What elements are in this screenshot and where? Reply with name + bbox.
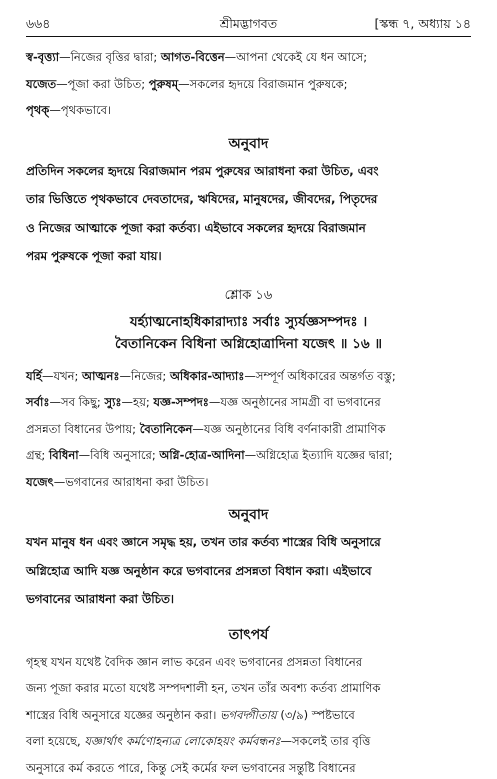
italic-text: ভগবদ্গীতায় <box>220 708 277 722</box>
text-segment: —যজ্ঞ অনুষ্ঠানের সামগ্রী বা ভগবানের <box>209 395 381 409</box>
translation-heading: অনুবাদ <box>26 132 471 156</box>
text-line <box>26 757 471 779</box>
verse-line: বৈতানিকেন বিধিনা অগ্নিহোত্রাদিনা যজেৎ ॥ ১৬ ॥ <box>26 333 471 355</box>
verse-text <box>26 311 471 355</box>
term-word: যজেত <box>26 77 56 91</box>
text-segment: —যজ্ঞ অনুষ্ঠানের বিধি বর্ণনাকারী প্রামাণিক <box>192 422 385 436</box>
synonyms-block <box>26 46 471 122</box>
term-word: পৃথক্ <box>26 103 49 117</box>
translation-heading: অনুবাদ <box>26 503 471 527</box>
term-word: যজ্ঞ-সম্পদঃ <box>153 395 209 409</box>
term-word: সর্বাঃ <box>26 395 49 409</box>
term-word: বৈতানিকেন <box>140 422 193 436</box>
purport-heading: তাৎপর্য <box>26 623 471 647</box>
text-line <box>26 677 471 700</box>
text-line <box>26 99 471 122</box>
text-line <box>26 471 471 494</box>
text-segment: —সকলেই তার বৃত্তি <box>280 734 370 748</box>
text-segment: —হয়; <box>122 395 154 409</box>
text-segment: বলা হয়েছে, <box>26 734 84 748</box>
term-word: অধিকার-আদ্যাঃ <box>170 369 244 383</box>
translation-line: যখন মানুষ ধন এবং জ্ঞানে সমৃদ্ধ হয়, তখন তার কর্তব্য শাস্ত্রের বিধি অনুসারে <box>26 531 471 554</box>
text-segment: —অগ্নিহোত্র ইত্যাদি যজ্ঞের দ্বারা; <box>245 448 393 462</box>
translation-block <box>26 160 471 268</box>
text-segment: গৃহস্থ যখন যথেষ্ট বৈদিক জ্ঞান লাভ করেন এবং ভগবানের প্রসন্নতা বিধানের <box>26 655 362 669</box>
translation-line: তার ভিত্তিতে পৃথকভাবে দেবতাদের, ঋষিদের, মানুষদের, জীবদের, পিতৃদের <box>26 188 471 211</box>
text-segment: —নিজের বৃত্তির দ্বারা; <box>59 50 161 64</box>
term-word: বিধিনা <box>49 448 79 462</box>
text-line <box>26 704 471 727</box>
text-segment: জন্য পূজা করার মতো যথেষ্ট সম্পদশালী হন, তখন তাঁর অবশ্য কর্তব্য প্রামাণিক <box>26 681 380 695</box>
term-word: আগত-বিত্তেন <box>161 50 225 64</box>
translation-line: ও নিজের আত্মাকে পূজা করা কর্তব্য। এইভাবে সকলের হৃদয়ে বিরাজমান <box>26 217 471 240</box>
text-line <box>26 418 471 441</box>
chapter-reference: [স্কন্ধ ৭, অধ্যায় ১৪ <box>375 16 471 36</box>
text-segment: —পূজা করা উচিত; <box>56 77 149 91</box>
text-segment: —আপনা থেকেই যে ধন আসে; <box>225 50 367 64</box>
translation-block <box>26 531 471 611</box>
verse-number: শ্লোক ১৬ <box>26 286 471 307</box>
text-segment: —সকলের হৃদয়ে বিরাজমান পুরুষকে; <box>178 77 347 91</box>
text-line <box>26 73 471 96</box>
text-segment: —পৃথকভাবে। <box>49 103 111 117</box>
synonyms-block <box>26 365 471 494</box>
term-word: অগ্নি-হোত্র-আদিনা <box>159 448 244 462</box>
page-header <box>26 14 471 36</box>
text-segment: —যখন; <box>42 369 82 383</box>
text-line <box>26 391 471 414</box>
translation-line: অগ্নিহোত্র আদি যজ্ঞ অনুষ্ঠান করে ভগবানের প্রসন্নতা বিধান করা। এইভাবে <box>26 560 471 583</box>
text-segment: গ্রন্থ; <box>26 448 49 462</box>
translation-line: ভগবানের আরাধনা করা উচিত। <box>26 588 471 611</box>
text-segment: —সব কিছু; <box>49 395 104 409</box>
book-title: শ্রীমদ্ভাগবত <box>26 16 471 36</box>
text-segment: শাস্ত্রের বিধি অনুসারে যজ্ঞের অনুষ্ঠান করা। <box>26 708 220 722</box>
text-line <box>26 365 471 388</box>
translation-line: পরম পুরুষকে পূজা করা যায়। <box>26 245 471 268</box>
term-word: আত্মনঃ <box>82 369 120 383</box>
translation-line: প্রতিদিন সকলের হৃদয়ে বিরাজমান পরম পুরুষের আরাধনা করা উচিত, এবং <box>26 160 471 183</box>
page-number: ৬৬৪ <box>26 16 50 36</box>
term-word: পুরুষম্ <box>149 77 178 91</box>
text-line <box>26 730 471 753</box>
text-segment: —নিজের; <box>120 369 170 383</box>
purport-block <box>26 651 471 779</box>
term-word: স্যুঃ <box>104 395 121 409</box>
term-word: স্ব-বৃত্ত্যা <box>26 50 59 64</box>
italic-text: যজ্ঞার্থাৎ কর্মণোহন্যত্র লোকোহয়ং কর্মবন্ধনঃ <box>84 734 280 748</box>
text-segment: —বিধি অনুসারে; <box>79 448 160 462</box>
text-line <box>26 651 471 674</box>
text-segment: প্রসন্নতা বিধানের উপায়; <box>26 422 140 436</box>
text-line <box>26 46 471 69</box>
text-line <box>26 444 471 467</box>
page-content <box>26 46 471 779</box>
text-segment: অনুসারে কর্ম করতে পারে, কিন্তু সেই কর্মের ফল ভগবানের সন্তুষ্টি বিধানের <box>26 761 356 775</box>
verse-line: যর্হ্যাত্মনোহধিকারাদ্যাঃ সর্বাঃ স্যুর্যজ্ঞসম্পদঃ । <box>26 311 471 333</box>
text-segment: —সম্পূর্ণ অধিকারের অন্তর্গত বস্তু; <box>244 369 395 383</box>
text-segment: (৩/৯) স্পষ্টভাবে <box>277 708 355 722</box>
term-word: যর্হি <box>26 369 42 383</box>
header-rule <box>26 36 471 37</box>
term-word: যজেৎ <box>26 475 54 489</box>
text-segment: —ভগবানের আরাধনা করা উচিত। <box>54 475 209 489</box>
